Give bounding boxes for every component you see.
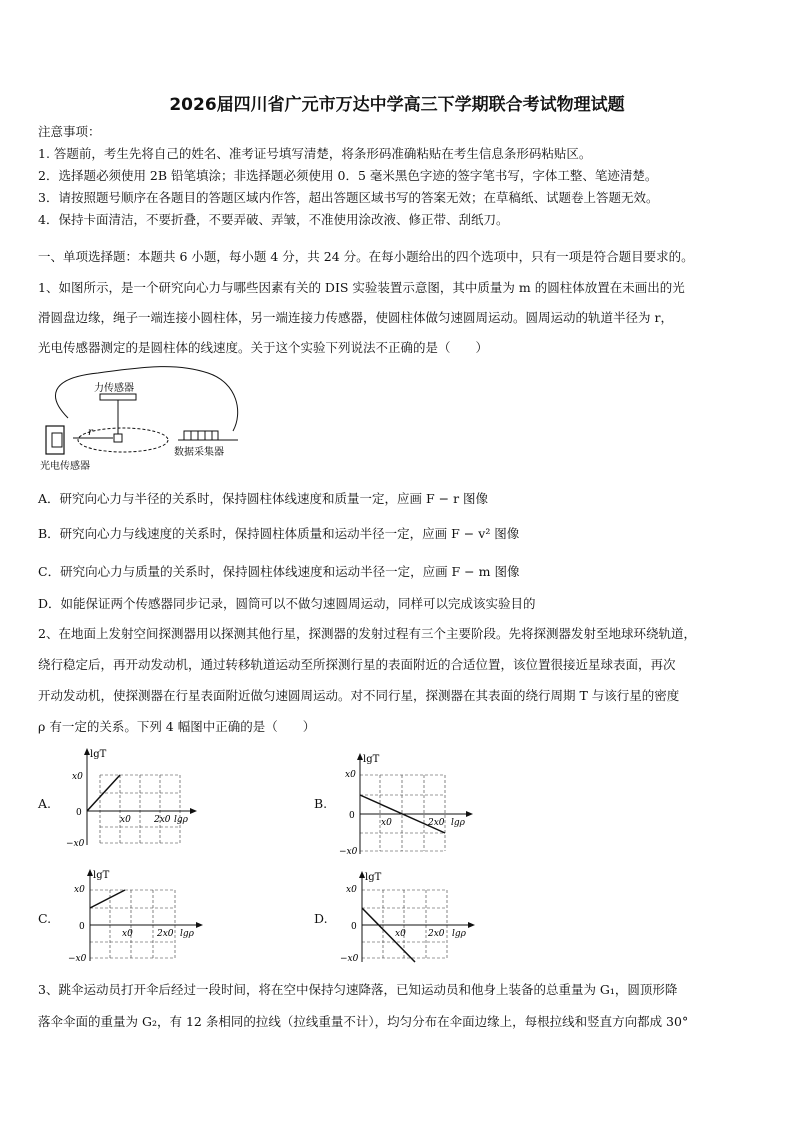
svg-text:lgT: lgT bbox=[93, 870, 110, 881]
notice-item: 1. 答题前，考生先将自己的姓名、准考证号填写清楚，将条形码准确粘贴在考生信息条形码粘贴区。 bbox=[38, 146, 592, 161]
svg-text:x0: x0 bbox=[72, 772, 83, 782]
cylinder-shape bbox=[114, 434, 122, 442]
graph-option-a-label: A. bbox=[38, 796, 52, 811]
svg-text:x0: x0 bbox=[345, 770, 356, 780]
question-text: 绕行稳定后，再开动发动机，通过转移轨道运动至所探测行星的表面附近的合适位置，该位置很接近星球表面，再次 bbox=[38, 657, 676, 672]
question-text: 2、在地面上发射空间探测器用以探测其他行星，探测器的发射过程有三个主要阶段。先将探测器发射至地球环绕轨道， bbox=[38, 626, 696, 641]
question-text: 3、跳伞运动员打开伞后经过一段时间，将在空中保持匀速降落，已知运动员和他身上装备的总重量为 G₁，圆顶形降 bbox=[38, 982, 678, 997]
data-collector-shape bbox=[184, 431, 218, 440]
graph-c bbox=[62, 868, 212, 968]
question-text: 滑圆盘边缘，绳子一端连接小圆柱体，另一端连接力传感器，使圆柱体做匀速圆周运动。圆周运动的轨道半径为 r， bbox=[38, 310, 673, 325]
svg-text:0: 0 bbox=[76, 808, 82, 818]
svg-text:0: 0 bbox=[79, 922, 85, 932]
question-text: ρ 有一定的关系。下列 4 幅图中正确的是（ ） bbox=[38, 719, 316, 734]
svg-text:x0: x0 bbox=[74, 885, 85, 895]
page-title: 2026届四川省广元市万达中学高三下学期联合考试物理试题 bbox=[169, 95, 625, 115]
svg-text:x0: x0 bbox=[346, 885, 357, 895]
data-collector-label: 数据采集器 bbox=[174, 447, 224, 458]
graph-d bbox=[335, 870, 485, 970]
svg-text:lgρ: lgρ bbox=[180, 929, 194, 939]
dis-apparatus-figure bbox=[38, 358, 258, 476]
notice-heading: 注意事项： bbox=[38, 124, 101, 139]
graph-option-c-label: C. bbox=[38, 911, 52, 926]
option-d: D．如能保证两个传感器同步记录，圆筒可以不做匀速圆周运动，同样可以完成该实验目的 bbox=[38, 596, 536, 611]
svg-text:x0: x0 bbox=[395, 929, 406, 939]
force-sensor-label: 力传感器 bbox=[94, 383, 134, 394]
svg-text:2x0: 2x0 bbox=[428, 929, 445, 939]
svg-text:r: r bbox=[88, 427, 93, 438]
question-text: 落伞伞面的重量为 G₂，有 12 条相同的拉线（拉线重量不计），均匀分布在伞面边缘上，每根拉线和竖直方向都成 30° bbox=[38, 1014, 689, 1029]
graph-option-d-label: D. bbox=[314, 911, 328, 926]
question-text: 开动发动机，使探测器在行星表面附近做匀速圆周运动。对不同行星，探测器在其表面的绕行周期 T 与该行星的密度 bbox=[38, 688, 680, 703]
option-c: C．研究向心力与质量的关系时，保持圆柱体线速度和运动半径一定，应画 F − m 图像 bbox=[38, 564, 520, 579]
svg-text:x0: x0 bbox=[122, 929, 133, 939]
svg-text:−x0: −x0 bbox=[66, 839, 85, 849]
svg-text:lgρ: lgρ bbox=[174, 815, 188, 825]
question-text: 1、如图所示，是一个研究向心力与哪些因素有关的 DIS 实验装置示意图，其中质量为 m 的圆柱体放置在未画出的光 bbox=[38, 280, 685, 295]
notice-item: 4．保持卡面清洁，不要折叠，不要弄破、弄皱，不准使用涂改液、修正带、刮纸刀。 bbox=[38, 212, 509, 227]
graph-option-b-label: B. bbox=[314, 796, 328, 811]
question-text: 光电传感器测定的是圆柱体的线速度。关于这个实验下列说法不正确的是（ ） bbox=[38, 340, 489, 355]
graph-b bbox=[335, 750, 485, 860]
svg-text:lgρ: lgρ bbox=[451, 818, 465, 828]
photo-sensor-label: 光电传感器 bbox=[40, 461, 90, 472]
option-a: A．研究向心力与半径的关系时，保持圆柱体线速度和质量一定，应画 F − r 图像 bbox=[38, 491, 489, 506]
svg-text:0: 0 bbox=[349, 811, 355, 821]
graph-a bbox=[62, 745, 202, 850]
svg-text:2x0: 2x0 bbox=[428, 818, 445, 828]
svg-text:−x0: −x0 bbox=[339, 847, 358, 857]
svg-text:x0: x0 bbox=[120, 815, 131, 825]
svg-text:lgT: lgT bbox=[90, 749, 107, 760]
force-sensor-shape bbox=[100, 394, 136, 400]
svg-text:lgT: lgT bbox=[365, 872, 382, 883]
svg-text:x0: x0 bbox=[381, 818, 392, 828]
section-heading: 一、单项选择题：本题共 6 小题，每小题 4 分，共 24 分。在每小题给出的四个选项中，只有一项是符合题目要求的。 bbox=[38, 249, 694, 264]
svg-text:lgρ: lgρ bbox=[452, 929, 466, 939]
svg-text:lgT: lgT bbox=[363, 754, 380, 765]
svg-text:2x0: 2x0 bbox=[154, 815, 171, 825]
svg-text:−x0: −x0 bbox=[68, 954, 87, 964]
option-b: B．研究向心力与线速度的关系时，保持圆柱体质量和运动半径一定，应画 F − v² 图像 bbox=[38, 526, 520, 541]
notice-item: 3．请按照题号顺序在各题目的答题区域内作答，超出答题区域书写的答案无效；在草稿纸、试题卷上答题无效。 bbox=[38, 190, 659, 205]
svg-text:−x0: −x0 bbox=[340, 954, 359, 964]
notice-item: 2．选择题必须使用 2B 铅笔填涂；非选择题必须使用 0．5 毫米黑色字迹的签字笔书写，字体工整、笔迹清楚。 bbox=[38, 168, 658, 183]
svg-text:0: 0 bbox=[351, 922, 357, 932]
svg-text:2x0: 2x0 bbox=[157, 929, 174, 939]
